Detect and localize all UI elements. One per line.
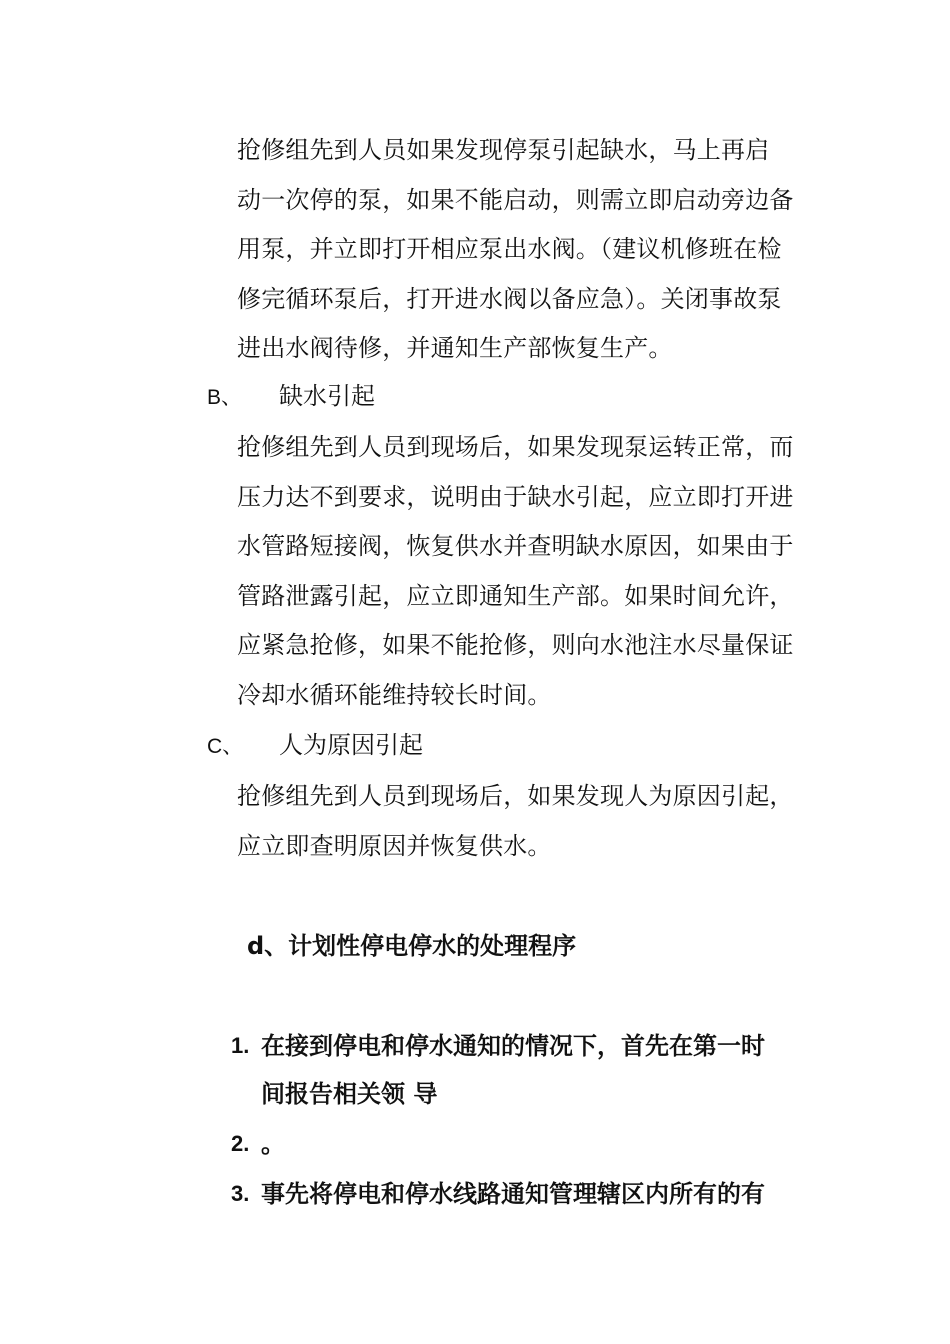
list-item <box>231 1022 831 1118</box>
list-item <box>231 1120 831 1168</box>
section-heading-planned-outage: d、计划性停电停水的处理程序 <box>247 932 577 960</box>
paragraph-pump-stop <box>237 126 817 374</box>
paragraph-water-shortage <box>237 423 817 720</box>
list-number: 1. <box>231 1033 250 1058</box>
subheading-marker: B、 <box>207 386 243 409</box>
list-number: 2. <box>231 1131 250 1156</box>
paragraph-line: 抢修组先到人员到现场后，如果发现人为原因引起， <box>237 782 794 810</box>
subheading-text: 缺水引起 <box>279 382 375 410</box>
list-item-line: 在接到停电和停水通知的情况下，首先在第一时 <box>261 1032 765 1060</box>
paragraph-line: 修完循环泵后，打开进水阀以备应急）。关闭事故泵 <box>237 284 782 313</box>
list-item <box>231 1170 831 1218</box>
list-item-line: 事先将停电和停水线路通知管理辖区内所有的有 <box>261 1180 765 1208</box>
paragraph-line: 动一次停的泵，如果不能启动，则需立即启动旁边备 <box>237 185 794 214</box>
paragraph-line: 冷却水循环能维持较长时间。 <box>237 680 552 709</box>
subheading-marker: C、 <box>207 735 244 758</box>
list-item-line: 间报告相关领 导 <box>261 1080 438 1108</box>
paragraph-line: 抢修组先到人员到现场后，如果发现泵运转正常，而 <box>237 433 794 461</box>
paragraph-line: 应立即查明原因并恢复供水。 <box>237 831 552 860</box>
paragraph-line: 水管路短接阀，恢复供水并查明缺水原因，如果由于 <box>237 532 794 560</box>
list-item-line: 。 <box>261 1130 285 1158</box>
paragraph-line: 压力达不到要求，说明由于缺水引起，应立即打开进 <box>237 482 794 511</box>
paragraph-line: 抢修组先到人员如果发现停泵引起缺水，马上再启 <box>237 136 770 164</box>
paragraph-line: 进出水阀待修，并通知生产部恢复生产。 <box>237 334 673 362</box>
subheading-human-cause <box>207 725 423 765</box>
paragraph-line: 管路泄露引起，应立即通知生产部。如果时间允许， <box>237 581 794 610</box>
paragraph-line: 用泵，并立即打开相应泵出水阀。（建议机修班在检 <box>237 235 782 263</box>
subheading-water-shortage <box>207 376 375 416</box>
paragraph-line: 应紧急抢修，如果不能抢修，则向水池注水尽量保证 <box>237 631 794 659</box>
subheading-text: 人为原因引起 <box>279 731 423 759</box>
list-number: 3. <box>231 1181 250 1206</box>
paragraph-human-cause <box>237 772 817 871</box>
